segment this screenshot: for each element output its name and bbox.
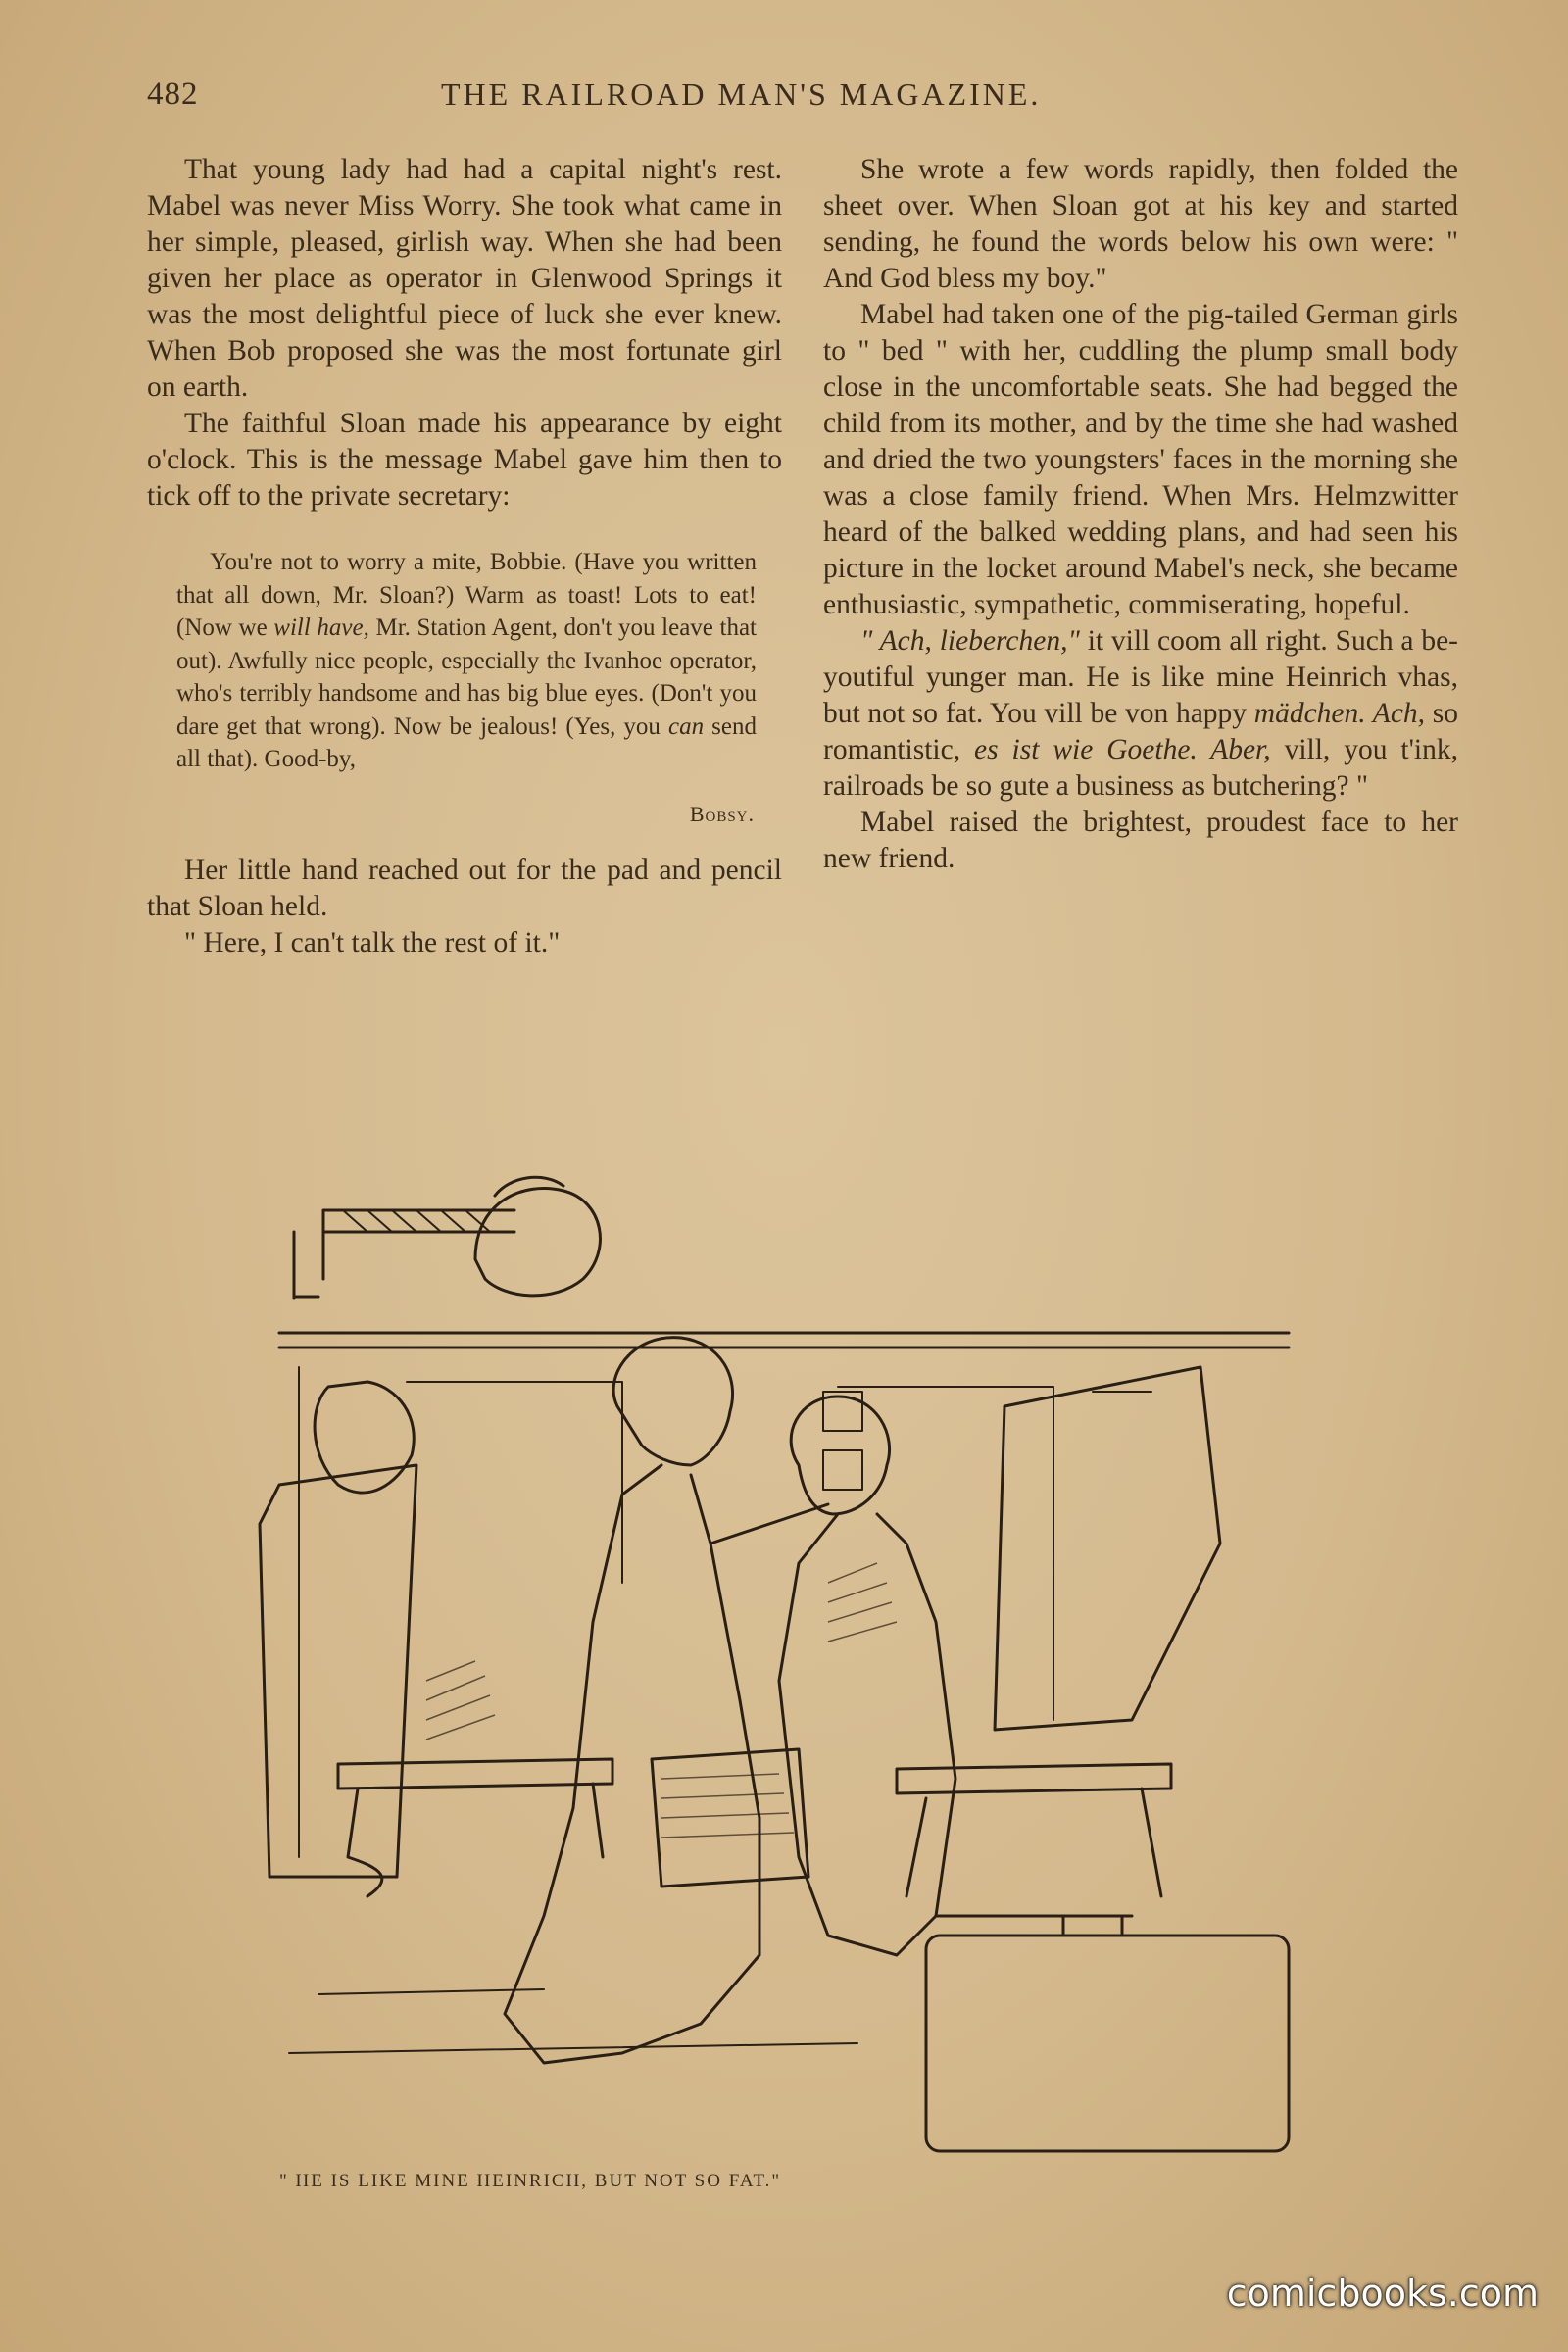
- signature: Bobsy.: [689, 801, 755, 826]
- right-column: [823, 152, 1458, 877]
- page-header: [147, 76, 1460, 125]
- dialogue-paragraph: " Ach, lieberchen," it vill coom all right. Such a be-youtiful yunger man. He is like mine Heinrich vhas, but not so fat. You vill be von happy mädchen. Ach, so romantistic, es ist wie Goethe. Aber, vill, you t'ink, railroads be so gute a business as butchering? ": [823, 625, 1458, 802]
- paragraph: Mabel raised the brightest, proudest face to her new friend.: [823, 807, 1458, 874]
- paragraph: " Here, I can't talk the rest of it.": [184, 926, 561, 958]
- table-left: [338, 1759, 612, 1788]
- page-number: 482: [147, 76, 199, 112]
- old-woman-head: [791, 1396, 889, 1514]
- telegram-message: You're not to worry a mite, Bobbie. (Have you written that all down, Mr. Sloan?) Warm as toast! Lots to eat! (Now we will have, Mr. Station Agent, don't you leave that out). Awfully nice people, especially the Ivanhoe operator, who's terribly handsome and has big blue eyes. (Don't you dare get that wrong). Now be jealous! (Yes, you can send all that). Good-by,: [176, 549, 758, 772]
- left-column: [147, 152, 782, 961]
- illustration-drawing: [250, 1171, 1338, 2161]
- hatching: [426, 1563, 897, 1838]
- paragraph: Mabel had taken one of the pig-tailed German girls to " bed " with her, cuddling the plump small body close in the uncomfortable seats. She had begged the child from its mother, and by the time she had washed and dried the two youngsters' faces in the morning she was a close family friend. When Mrs. Helmzwitter heard of the balked wedding plans, and had seen his picture in the locket around Mabel's neck, she became enthusiastic, sympathetic, commiserating, hopeful.: [823, 299, 1458, 620]
- paragraph: That young lady had had a capital night's rest. Mabel was never Miss Worry. She took what came in her simple, pleased, girlish way. When she had been given her place as operator in Glenwood Springs it was the most delightful piece of luck she ever knew. When Bob proposed she was the most fortunate girl on earth.: [147, 154, 782, 403]
- seat-back-right: [995, 1367, 1220, 1730]
- old-woman-dress: [779, 1514, 956, 1955]
- illustration-caption: " HE IS LIKE MINE HEINRICH, BUT NOT SO FAT.": [279, 2171, 782, 2191]
- woman-dress: [505, 1465, 760, 2063]
- woman-head: [613, 1338, 732, 1465]
- running-head: THE RAILROAD MAN'S MAGAZINE.: [441, 76, 1042, 112]
- suitcase: [926, 1936, 1289, 2151]
- watermark: comicbooks.com: [1226, 2272, 1539, 2315]
- seat-back-left: [260, 1465, 416, 1877]
- luggage-rack-bracket: [294, 1232, 318, 1298]
- man-figure: [315, 1382, 414, 1493]
- paragraph: She wrote a few words rapidly, then folded the sheet over. When Sloan got at his key and started sending, he found the words below his own were: " And God bless my boy.": [823, 154, 1458, 294]
- train-car-illustration: [250, 1171, 1338, 2210]
- hat: [475, 1189, 600, 1296]
- paragraph: The faithful Sloan made his appearance by eight o'clock. This is the message Mabel gave him then to tick off to the private secretary:: [147, 408, 782, 512]
- table-right: [897, 1764, 1171, 1793]
- paragraph: Her little hand reached out for the pad and pencil that Sloan held.: [147, 854, 782, 922]
